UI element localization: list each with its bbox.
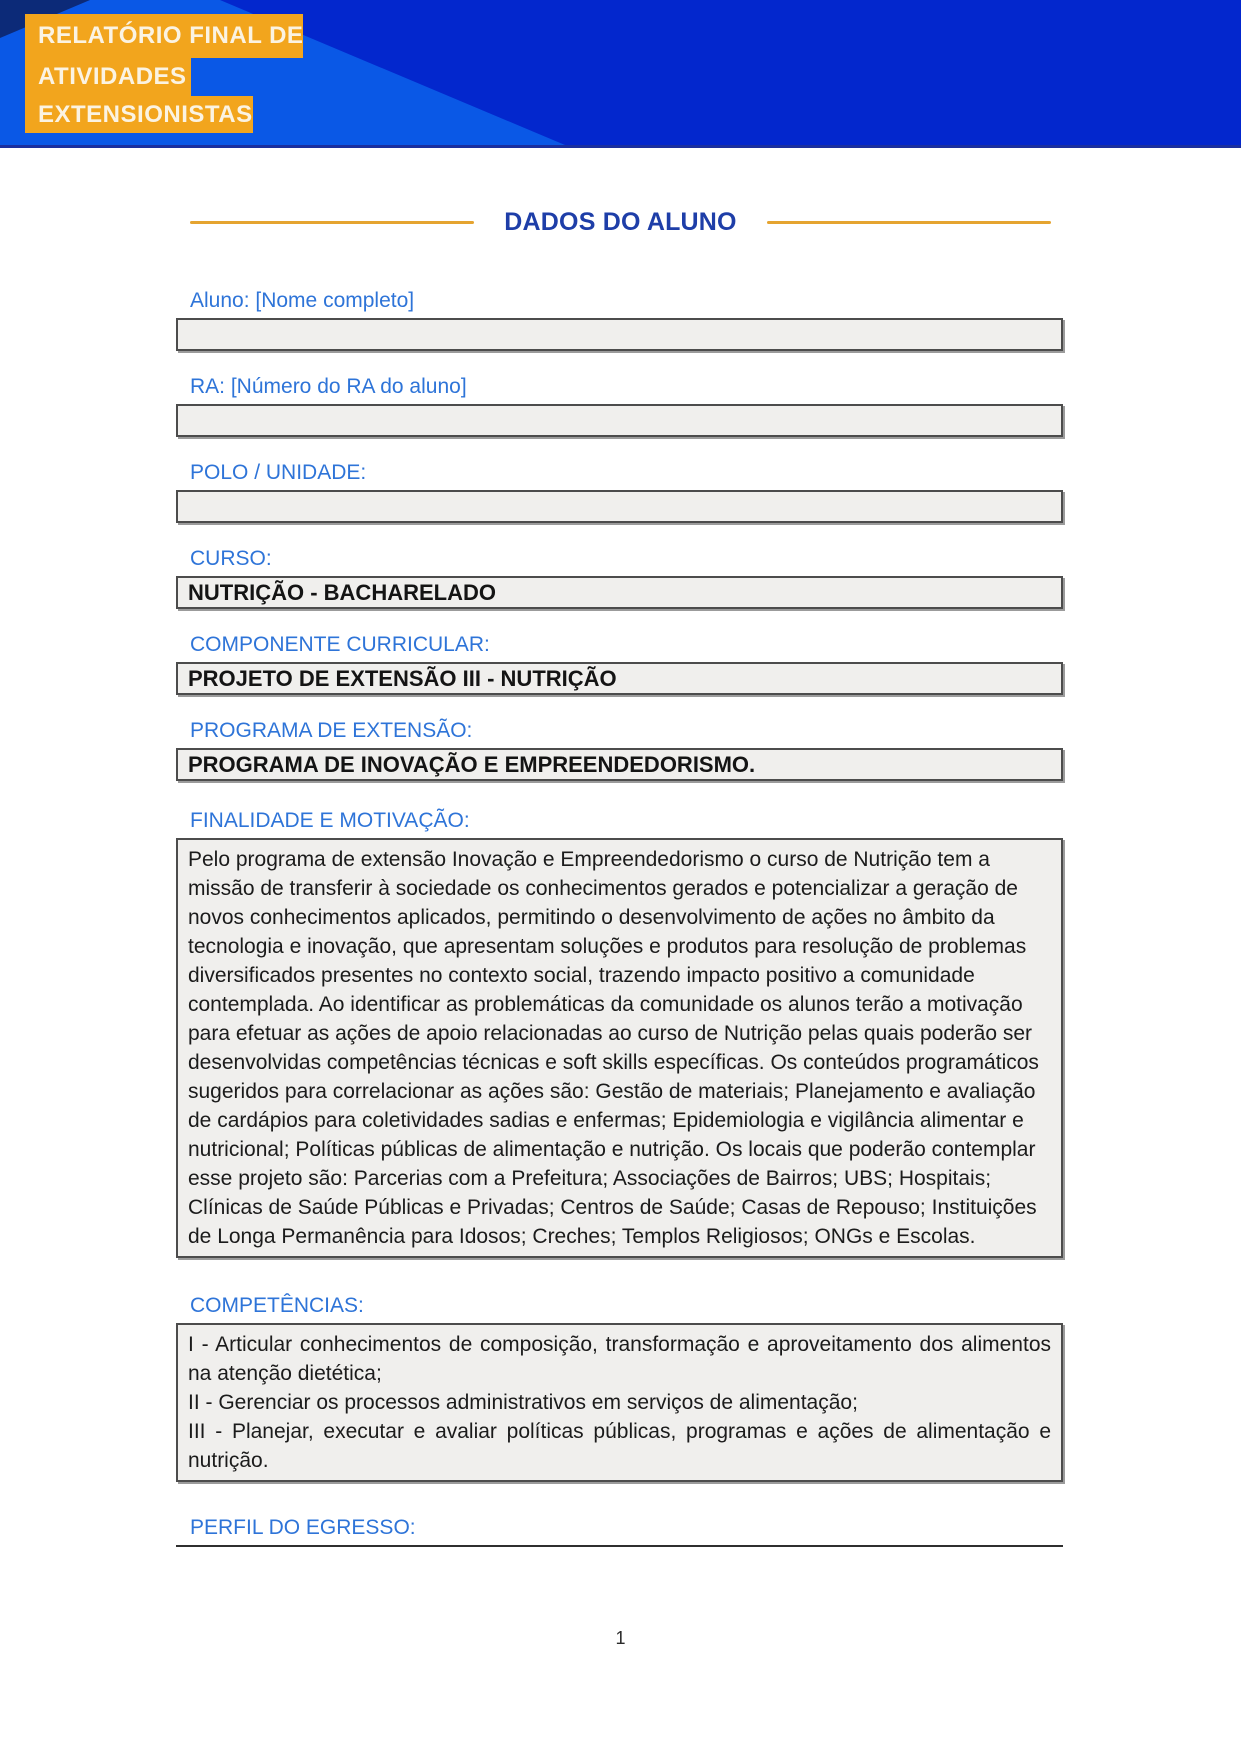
componente-curricular-label: COMPONENTE CURRICULAR: bbox=[190, 633, 490, 656]
aluno-input[interactable] bbox=[176, 318, 1063, 351]
banner-title-line-1: RELATÓRIO FINAL DE bbox=[38, 22, 304, 49]
banner-title-line-2: ATIVIDADES bbox=[38, 63, 187, 90]
title-accent-line-right bbox=[767, 221, 1051, 224]
competencias-label: COMPETÊNCIAS: bbox=[190, 1294, 364, 1317]
report-banner bbox=[0, 0, 1241, 148]
banner-title-line-3: EXTENSIONISTAS bbox=[38, 100, 253, 128]
banner-title-block bbox=[25, 96, 253, 133]
programa-extensao-input[interactable] bbox=[176, 748, 1063, 781]
competencia-item-2: II - Gerenciar os processos administrativos em serviços de alimentação; bbox=[188, 1391, 858, 1414]
polo-label: POLO / UNIDADE: bbox=[190, 461, 367, 484]
componente-curricular-input[interactable] bbox=[176, 662, 1063, 695]
ra-input[interactable] bbox=[176, 404, 1063, 437]
competencia-item-3: III - Planejar, executar e avaliar políticas públicas, programas e ações de alimentação e nutrição. bbox=[188, 1420, 1051, 1472]
polo-input[interactable] bbox=[176, 490, 1063, 523]
competencia-item-1: I - Articular conhecimentos de composição, transformação e aproveitamento dos alimentos na atenção dietética; bbox=[188, 1333, 1051, 1385]
page-number: 1 bbox=[615, 1628, 626, 1648]
curso-input[interactable] bbox=[176, 576, 1063, 609]
perfil-egresso-label: PERFIL DO EGRESSO: bbox=[190, 1516, 416, 1539]
section-title-row bbox=[190, 208, 1051, 237]
aluno-label: Aluno: [Nome completo] bbox=[190, 289, 415, 312]
page-title: DADOS DO ALUNO bbox=[504, 208, 737, 236]
programa-extensao-label: PROGRAMA DE EXTENSÃO: bbox=[190, 719, 473, 742]
programa-extensao-value: PROGRAMA DE INOVAÇÃO E EMPREENDEDORISMO. bbox=[188, 751, 756, 777]
finalidade-motivacao-textbox[interactable] bbox=[176, 838, 1063, 1258]
student-data-form bbox=[176, 289, 1063, 1547]
banner-title-block bbox=[25, 58, 191, 96]
banner-title-block bbox=[25, 14, 303, 58]
finalidade-motivacao-label: FINALIDADE E MOTIVAÇÃO: bbox=[190, 809, 470, 832]
title-accent-line-left bbox=[190, 221, 474, 224]
perfil-egresso-section bbox=[176, 1516, 1063, 1547]
curso-label: CURSO: bbox=[190, 547, 272, 570]
finalidade-motivacao-text: Pelo programa de extensão Inovação e Empreendedorismo o curso de Nutrição tem a missão de transferir à sociedade os conhecimentos gerados e potencializar a geração de novos conhecimentos aplicados, permitindo o desenvolvimento de ações no âmbito da tecnologia e inovação, que apresentam soluções e produtos para resolução de problemas diversificados presentes no contexto social, trazendo impacto positivo a comunidade contemplada. Ao identificar as problemáticas da comunidade os alunos terão a motivação para efetuar as ações de apoio relacionadas ao curso de Nutrição pelas quais poderão ser desenvolvidas competências técnicas e soft skills específicas. Os conteúdos programáticos sugeridos para correlacionar as ações são: Gestão de materiais; Planejamento e avaliação de cardápios para coletividades sadias e enfermas; Epidemiologia e vigilância alimentar e nutricional; Políticas públicas de alimentação e nutrição. Os locais que poderão contemplar esse projeto são: Parcerias com a Prefeitura; Associações de Bairros; UBS; Hospitais; Clínicas de Saúde Públicas e Privadas; Centros de Saúde; Casas de Repouso; Instituições de Longa Permanência para Idosos; Creches; Templos Religiosos; ONGs e Escolas. bbox=[188, 848, 1039, 1248]
competencias-textbox[interactable] bbox=[176, 1323, 1063, 1482]
componente-curricular-value: PROJETO DE EXTENSÃO III - NUTRIÇÃO bbox=[188, 665, 617, 691]
ra-label: RA: [Número do RA do aluno] bbox=[190, 375, 467, 398]
curso-value: NUTRIÇÃO - BACHARELADO bbox=[188, 579, 496, 605]
